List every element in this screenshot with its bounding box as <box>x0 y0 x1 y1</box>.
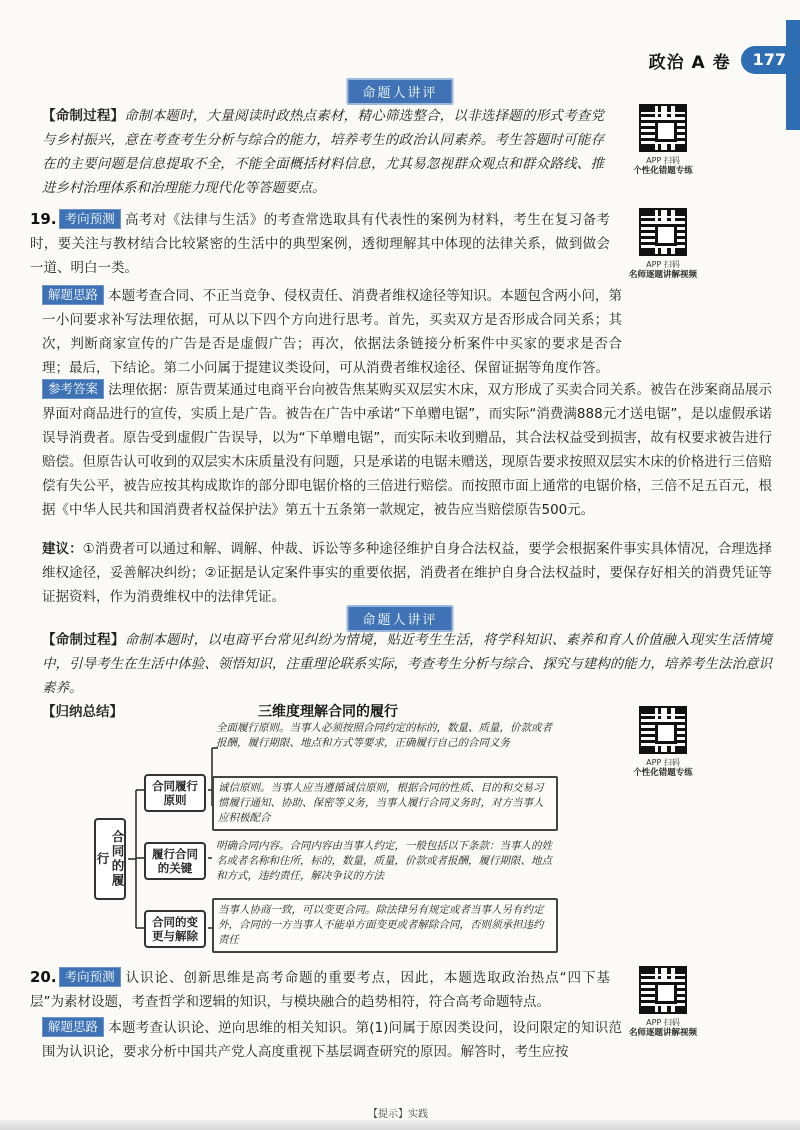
question-number: 19. <box>30 210 57 228</box>
forecast-text: 认识论、创新思维是高考命题的重要考点，因此，本题选取政治热点“四下基层”为素材设题，考查哲学和逻辑的知识，与模块融合的趋势相符，符合高考命题特点。 <box>30 970 610 1010</box>
qr-line1: APP 扫码 <box>646 156 680 165</box>
section2-text <box>42 628 772 700</box>
q20-forecast <box>30 965 610 1014</box>
mind-map <box>94 718 564 953</box>
qr-line2: 个性化错题专练 <box>633 768 693 778</box>
qr-line2: 名师逐题讲解视频 <box>628 1028 697 1038</box>
label-process: 【命制过程】 <box>42 108 125 124</box>
qr-code[interactable] <box>624 706 702 779</box>
section-tag: 命题人讲评 <box>346 605 453 632</box>
leaf-full-performance: 全面履行原则。当事人必须按照合同约定的标的，数量、质量，价款或者报酬，履行期限、地点和方式等要求，正确履行自己的合同义务 <box>216 722 552 749</box>
answer-text: 法理依据：原告贾某通过电商平台向被告焦某购买双层实木床，双方形成了买卖合同关系。被告在涉案商品展示界面对商品进行的宣传，实质上是广告。被告在广告中承诺“下单赠电锯”，而实际“消费满888元才送电锯”，是以虚假承诺误导消费者。原告受到虚假广告误导，以为“下单赠电锯”，而实际未收到赠品，其合法权益受到损害，故有权要求被告进行赔偿。但原告认可收到的双层实木床质量没有问题，只是承诺的电锯未赠送，现原告要求按照双层实木床的价格进行三倍赔偿有失公平，被告应按其构成欺诈的部分即电锯价格的三倍进行赔偿。而按照市面上通常的电锯价格，三倍不足五百元，根据《中华人民共和国消费者权益保护法》第五十五条第一款规定，被告应当赔偿原告500元。 <box>42 382 772 518</box>
qr-icon <box>639 966 687 1014</box>
suggest-text: ①消费者可以通过和解、调解、仲裁、诉讼等多种途径维护自身合法权益，要学会根据案件事实具体情况，合理选择维权途径，妥善解决纠纷；②证据是认定案件事实的重要依据，消费者在维护自身合法权益时，要保存好相关的消费凭证等证据资料，作为消费维权中的法律凭证。 <box>42 541 772 605</box>
forecast-label: 考向预测 <box>59 209 121 229</box>
qr-icon <box>639 208 687 256</box>
thinking-text: 本题考查合同、不正当竞争、侵权责任、消费者维权途径等知识。本题包含两小问，第一小问要求补写法理依据，可从以下四个方向进行思考。首先，买卖双方是否形成合同关系；其次，判断商家宣传的广告是否是虚假广告；再次，依据法条链接分析案件中买家的要求是否合理；最后，下结论。第二小问属于提建议类设问，可从消费者维权途径、保留证据等角度作答。 <box>42 288 622 376</box>
q19-thinking <box>42 284 622 380</box>
qr-line2: 名师逐题讲解视频 <box>628 270 697 280</box>
branch-principle: 合同履行原则 <box>144 774 206 812</box>
branch-key: 履行合同的关键 <box>144 842 206 880</box>
thinking-label: 解题思路 <box>42 285 104 305</box>
branch-change: 合同的变更与解除 <box>144 910 206 948</box>
qr-code[interactable] <box>624 104 702 177</box>
section-tag: 命题人讲评 <box>346 78 453 105</box>
q20-thinking <box>42 1016 622 1064</box>
page-header <box>649 44 800 76</box>
leaf-contract-content: 明确合同内容。合同内容由当事人约定，一般包括以下条款：当事人的姓名或者名称和住所，标的，数量，质量，价款或者报酬，履行期限、地点和方式，违约责任，解决争议的方法 <box>216 840 552 882</box>
forecast-text: 高考对《法律与生活》的考查常选取具有代表性的案例为材料，考生在复习备考时，要关注与教材结合比较紧密的生活中的典型案例，透彻理解其中体现的法律关系，做到做会一道、明白一类。 <box>30 212 610 276</box>
qr-line1: APP 扫码 <box>646 758 680 767</box>
leaf-change-termination: 当事人协商一致，可以变更合同。除法律另有规定或者当事人另有约定外，合同的一方当事人不能单方面变更或者解除合同，否则须承担违约责任 <box>212 898 558 953</box>
diagram-root: 合同的履行 <box>94 818 126 900</box>
leaf-good-faith: 诚信原则。当事人应当遵循诚信原则，根据合同的性质、目的和交易习惯履行通知、协助、保密等义务，当事人履行合同义务时，对方当事人应积极配合 <box>212 776 558 831</box>
page-number: 177 <box>741 46 800 74</box>
process-text: 命制本题时，大量阅读时政热点素材，精心筛选整合，以非选择题的形式考查党与乡村振兴，意在考查考生分析与综合的能力，培养考生的政治认同素养。考生答题时可能存在的主要问题是信息提取不全，不能全面概括材料信息，尤其易忽视群众观点和群众路线、推进乡村治理体系和治理能力现代化等答题要点。 <box>42 108 605 196</box>
summary-label: 【归纳总结】 <box>42 704 123 720</box>
label-process: 【命制过程】 <box>42 632 125 648</box>
qr-code[interactable] <box>624 966 702 1039</box>
thinking-label: 解题思路 <box>42 1017 104 1037</box>
forecast-label: 考向预测 <box>59 967 121 987</box>
qr-code[interactable] <box>624 208 702 281</box>
qr-line2: 个性化错题专练 <box>633 166 693 176</box>
suggest-label: 建议： <box>42 541 83 557</box>
subject-title: 政治 A 卷 <box>648 52 731 73</box>
q19-answer <box>42 378 772 522</box>
q19-forecast <box>30 207 610 280</box>
diagram-title: 三维度理解合同的履行 <box>258 704 398 720</box>
footer-note: 【提示】实践 <box>368 1109 428 1120</box>
qr-icon <box>639 104 687 152</box>
qr-line1: APP 扫码 <box>646 260 680 269</box>
question-number: 20. <box>30 968 57 986</box>
thinking-text: 本题考查认识论、逆向思维的相关知识。第(1)问属于原因类设问，设问限定的知识范围为认识论，要求分析中国共产党人高度重视下基层调查研究的原因。解答时，考生应按 <box>42 1020 622 1060</box>
section1-text <box>42 104 604 200</box>
page-edge <box>0 1120 800 1130</box>
answer-label: 参考答案 <box>42 379 104 399</box>
q19-suggest <box>42 537 772 609</box>
qr-line1: APP 扫码 <box>646 1018 680 1027</box>
qr-icon <box>639 706 687 754</box>
process-text: 命制本题时，以电商平台常见纠纷为情境，贴近考生生活，将学科知识、素养和育人价值融入现实生活情境中，引导考生在生活中体验、领悟知识，注重理论联系实际，考查考生分析与综合、探究与建构的能力，培养考生法治意识素养。 <box>42 632 773 696</box>
